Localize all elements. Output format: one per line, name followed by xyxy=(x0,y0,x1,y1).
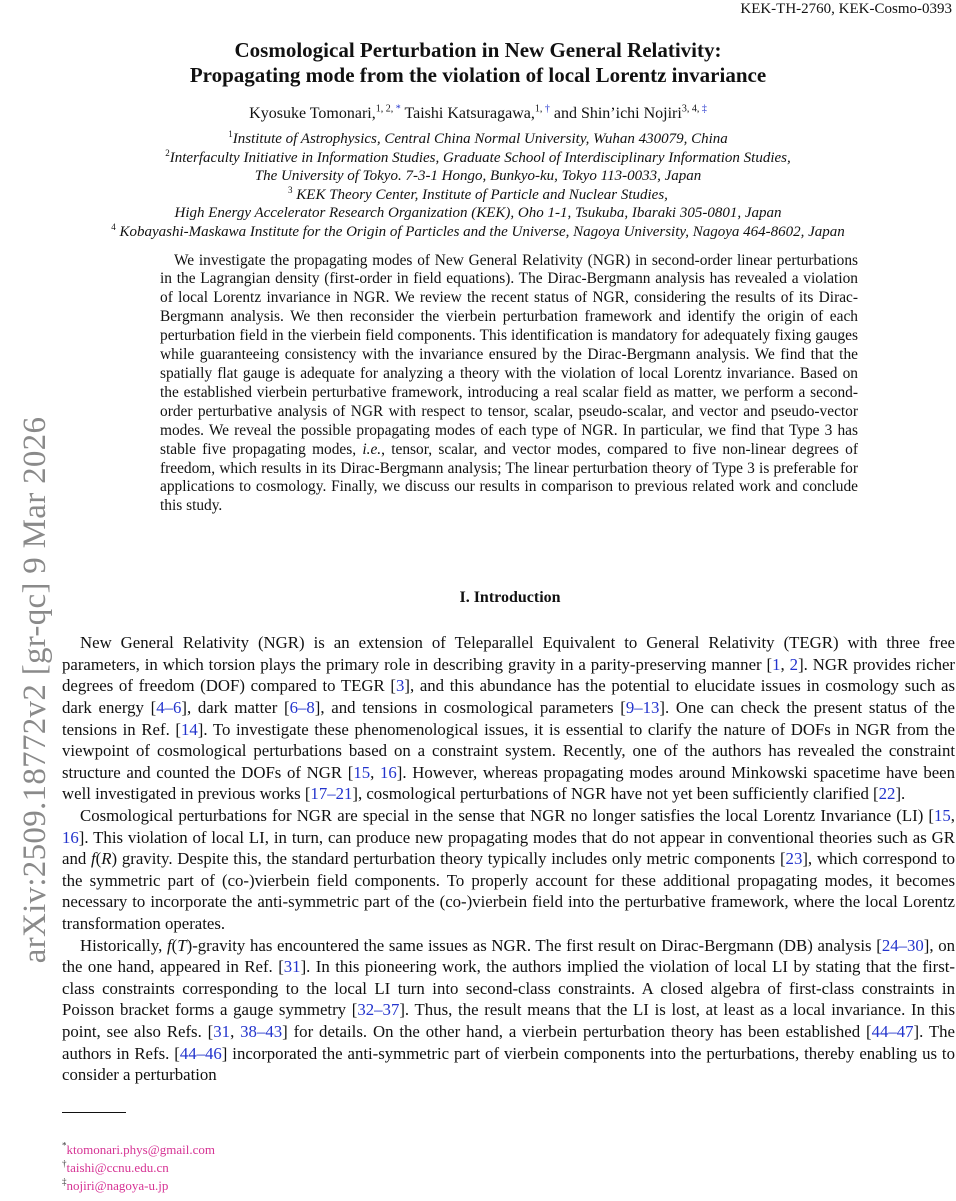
text-segment: ], dark matter [ xyxy=(181,698,290,718)
text-segment: )-gravity has encountered the same issues as NGR. The first result on Dirac-Bergmann (DB) analysis [ xyxy=(186,935,882,955)
citation-link[interactable]: 15 xyxy=(353,762,371,782)
affiliation-text: Interfaculty Initiative in Information Studies, Graduate School of Interdisciplinary Information Studies, xyxy=(169,149,791,166)
affiliation xyxy=(0,186,956,205)
citation-link[interactable]: 6–8 xyxy=(289,698,315,718)
citation-link[interactable]: 17–21 xyxy=(310,784,353,804)
text-segment: ]. Thus, the result means that the LI is lost, at least as a local invariance. In this point, see also Refs. [ xyxy=(62,1000,955,1041)
text-segment: ]. The authors in Refs. [ xyxy=(62,1021,956,1063)
footnote-link[interactable]: ‡ xyxy=(701,103,707,115)
author-name: and Shin’ichi Nojiri xyxy=(553,105,682,122)
citation-link[interactable]: 9–13 xyxy=(625,698,660,718)
footnote-rule xyxy=(62,1112,126,1113)
citation-link[interactable]: 14 xyxy=(181,719,198,739)
text-segment: ], which correspond to the symmetric part of (co-)vierbein field components. To properly account for these additional propagating modes, it becomes necessary to incorporate the anti-symmetric part of the (co-)vierbein field into the perturbative framework, where the local Lorentz transformation operates. xyxy=(62,849,955,933)
citation-link[interactable]: 31 xyxy=(213,1021,231,1041)
footnote-link[interactable]: * xyxy=(395,103,401,115)
footnote xyxy=(62,1141,956,1159)
text-segment: ], and this abundance has the potential to elucidate issues in cosmology such as dark energy [ xyxy=(62,676,956,718)
footnotes xyxy=(62,1141,956,1195)
italic-text: f xyxy=(91,849,96,869)
author-affiliation: 3, 4, xyxy=(681,103,702,115)
text-segment: Historically, xyxy=(80,935,167,955)
citation-link[interactable]: 44–46 xyxy=(179,1043,222,1063)
affiliation-number: 3 xyxy=(288,184,293,195)
citation-link[interactable]: 24–30 xyxy=(881,935,924,955)
italic-text: T xyxy=(177,935,187,955)
introduction-body xyxy=(62,632,955,1085)
text-segment: ]. This violation of local LI, in turn, can produce new propagating modes that do not appear in conventional theories such as GR and xyxy=(62,827,955,869)
citation-link[interactable]: 38–43 xyxy=(240,1021,283,1041)
footnote-mark: † xyxy=(62,1158,67,1169)
citation-link[interactable]: 4–6 xyxy=(156,698,182,718)
author-list xyxy=(0,104,956,124)
citation-link[interactable]: 22 xyxy=(878,784,896,804)
text-segment: , xyxy=(370,762,380,782)
text-segment: ]. To investigate these phenomenological issues, it is essential to clarify the nature of DOFs in NGR from the viewpoint of cosmological perturbations based on a constraint system. Recently, one of the authors has revealed the constraint structure and counted the DOFs of NGR [ xyxy=(62,719,955,782)
text-segment: ], on the one hand, appeared in Ref. [ xyxy=(62,935,955,977)
affiliation xyxy=(0,167,956,186)
citation-link[interactable]: 31 xyxy=(283,957,301,977)
email-link[interactable]: nojiri@nagoya-u.jp xyxy=(66,1177,169,1193)
text-segment: Cosmological perturbations for NGR are special in the sense that NGR no longer satisfies the local Lorentz Invariance (LI) [ xyxy=(80,806,935,825)
citation-link[interactable]: 23 xyxy=(785,849,803,869)
text-segment: ], and tensions in cosmological parameters [ xyxy=(314,698,626,718)
citation-link[interactable]: 15 xyxy=(934,806,951,825)
affiliation-number: 4 xyxy=(111,221,116,232)
footnote-link[interactable]: † xyxy=(544,103,550,115)
abstract xyxy=(160,252,858,517)
italic-text: i.e. xyxy=(362,440,382,458)
footnote-area xyxy=(62,1112,956,1201)
affiliation xyxy=(0,149,956,168)
email-link[interactable]: taishi@ccnu.edu.cn xyxy=(66,1159,169,1175)
text-segment: We investigate the propagating modes of New General Relativity (NGR) in second-order linear perturbations in the Lagrangian density (first-order in field equations). The Dirac-Bergmann analysis has revealed a violation of local Lorentz invariance in NGR. We review the recent status of NGR, considering the results of its Dirac-Bergmann analysis. We then reconsider the vierbein perturbation framework and identify the origin of each perturbation field in the vierbein field components. This identification is mandatory for adequately fixing gauges while guaranteeing consistency with the invariance ensured by the Dirac-Bergmann analysis. We find that the spatially flat gauge is adequate for analyzing a theory with the violation of local Lorentz invariance. Based on the established vierbein perturbative framework, introducing a real scalar field as matter, we perform a second-order perturbative analysis of NGR with respect to tensor, scalar, pseudo-scalar, and vector and pseudo-vector modes. We reveal the possible propagating modes of each type of NGR. In particular, we find that Type 3 has stable five propagating modes, xyxy=(160,251,858,458)
text-segment: , xyxy=(780,654,790,674)
author-name: Kyosuke Tomonari, xyxy=(249,105,376,122)
affiliation xyxy=(0,130,956,149)
footnote xyxy=(62,1159,956,1177)
title-line-1: Cosmological Perturbation in New General Relativity: xyxy=(234,38,722,62)
title-line-2: Propagating mode from the violation of local Lorentz invariance xyxy=(189,63,767,87)
text-segment: ] for details. On the other hand, a vierbein perturbation theory has been established [ xyxy=(282,1021,872,1041)
affiliation-text: Kobayashi-Maskawa Institute for the Origin of Particles and the Universe, Nagoya University, Nagoya 464-8602, Japan xyxy=(115,223,845,240)
affiliation xyxy=(0,223,956,242)
text-segment: ]. In this pioneering work, the authors implied the violation of local LI by stating that the first-class constraints corresponding to the local LI turn into second-class constraints. A closed algebra of first-class constraints in Poisson bracket forms a gauge symmetry [ xyxy=(62,957,955,1020)
citation-link[interactable]: 3 xyxy=(395,676,405,696)
affiliation-number: 2 xyxy=(165,147,170,158)
citation-link[interactable]: 2 xyxy=(789,654,799,674)
text-segment: ) gravity. Despite this, the standard perturbation theory typically includes only metric components [ xyxy=(111,849,786,869)
email-link[interactable]: ktomonari.phys@gmail.com xyxy=(66,1141,215,1157)
report-number: KEK-TH-2760, KEK-Cosmo-0393 xyxy=(740,1,952,17)
text-segment: ( xyxy=(171,935,178,955)
text-segment: ]. One can check the present status of the tensions in Ref. [ xyxy=(62,698,955,739)
text-segment: ( xyxy=(95,849,102,869)
text-segment: , tensor, scalar, and vector modes, compared to five non-linear degrees of freedom, which results in its Dirac-Bergmann analysis; The linear perturbation theory of Type 3 is preferable for applications to cosmology. Finally, we discuss our results in comparison to previous related work and conclude this study. xyxy=(160,440,858,515)
paragraph xyxy=(62,632,955,805)
text-segment: ]. However, whereas propagating modes around Minkowski spacetime have been well investigated in previous works [ xyxy=(62,762,956,804)
text-segment: , xyxy=(950,806,955,825)
affiliations xyxy=(0,130,956,242)
affiliation xyxy=(0,204,956,223)
citation-link[interactable]: 16 xyxy=(379,762,397,782)
affiliation-text: Institute of Astrophysics, Central China Normal University, Wuhan 430079, China xyxy=(232,131,728,147)
author-name: Taishi Katsuragawa, xyxy=(404,105,535,122)
citation-link[interactable]: 32–37 xyxy=(357,1000,400,1020)
footnote-mark: ‡ xyxy=(62,1176,67,1187)
paragraph xyxy=(62,935,955,1086)
citation-link[interactable]: 1 xyxy=(772,654,781,674)
text-segment: ], cosmological perturbations of NGR have not yet been sufficiently clarified [ xyxy=(352,784,879,804)
footnote-mark: * xyxy=(62,1140,67,1151)
italic-text: f xyxy=(167,935,172,955)
text-segment: ]. NGR provides richer degrees of freedom (DOF) compared to TEGR [ xyxy=(62,654,956,696)
arxiv-stamp[interactable]: arXiv:2509.18772v2 [gr-qc] 9 Mar 2026 xyxy=(17,416,53,964)
affiliation-text: High Energy Accelerator Research Organization (KEK), Oho 1-1, Tsukuba, Ibaraki 305-0801, Japan xyxy=(174,205,782,222)
affiliation-text: The University of Tokyo. 7-3-1 Hongo, Bunkyo-ku, Tokyo 113-0033, Japan xyxy=(254,168,702,185)
italic-text: R xyxy=(101,849,112,869)
paragraph xyxy=(62,805,955,935)
author-affiliation: 1, xyxy=(534,103,545,115)
citation-link[interactable]: 44–47 xyxy=(871,1021,914,1041)
text-segment: , xyxy=(230,1021,241,1041)
paper-title xyxy=(0,38,956,88)
text-segment: New General Relativity (NGR) is an extension of Teleparallel Equivalent to General Relativity (TEGR) with three free parameters, in which torsion plays the primary role in describing gravity in a parity-preserving manner [ xyxy=(62,633,955,674)
author-affiliation: 1, 2, xyxy=(375,103,396,115)
section-heading: I. Introduction xyxy=(459,589,561,607)
citation-link[interactable]: 16 xyxy=(62,827,79,847)
text-segment: ] incorporated the anti-symmetric part of vierbein components into the perturbations, thereby enabling us to consider a perturbation xyxy=(62,1043,955,1085)
footnote xyxy=(62,1177,956,1195)
text-segment: ]. xyxy=(895,784,906,804)
affiliation-number: 1 xyxy=(228,129,233,139)
affiliation-text: KEK Theory Center, Institute of Particle and Nuclear Studies, xyxy=(292,186,668,203)
